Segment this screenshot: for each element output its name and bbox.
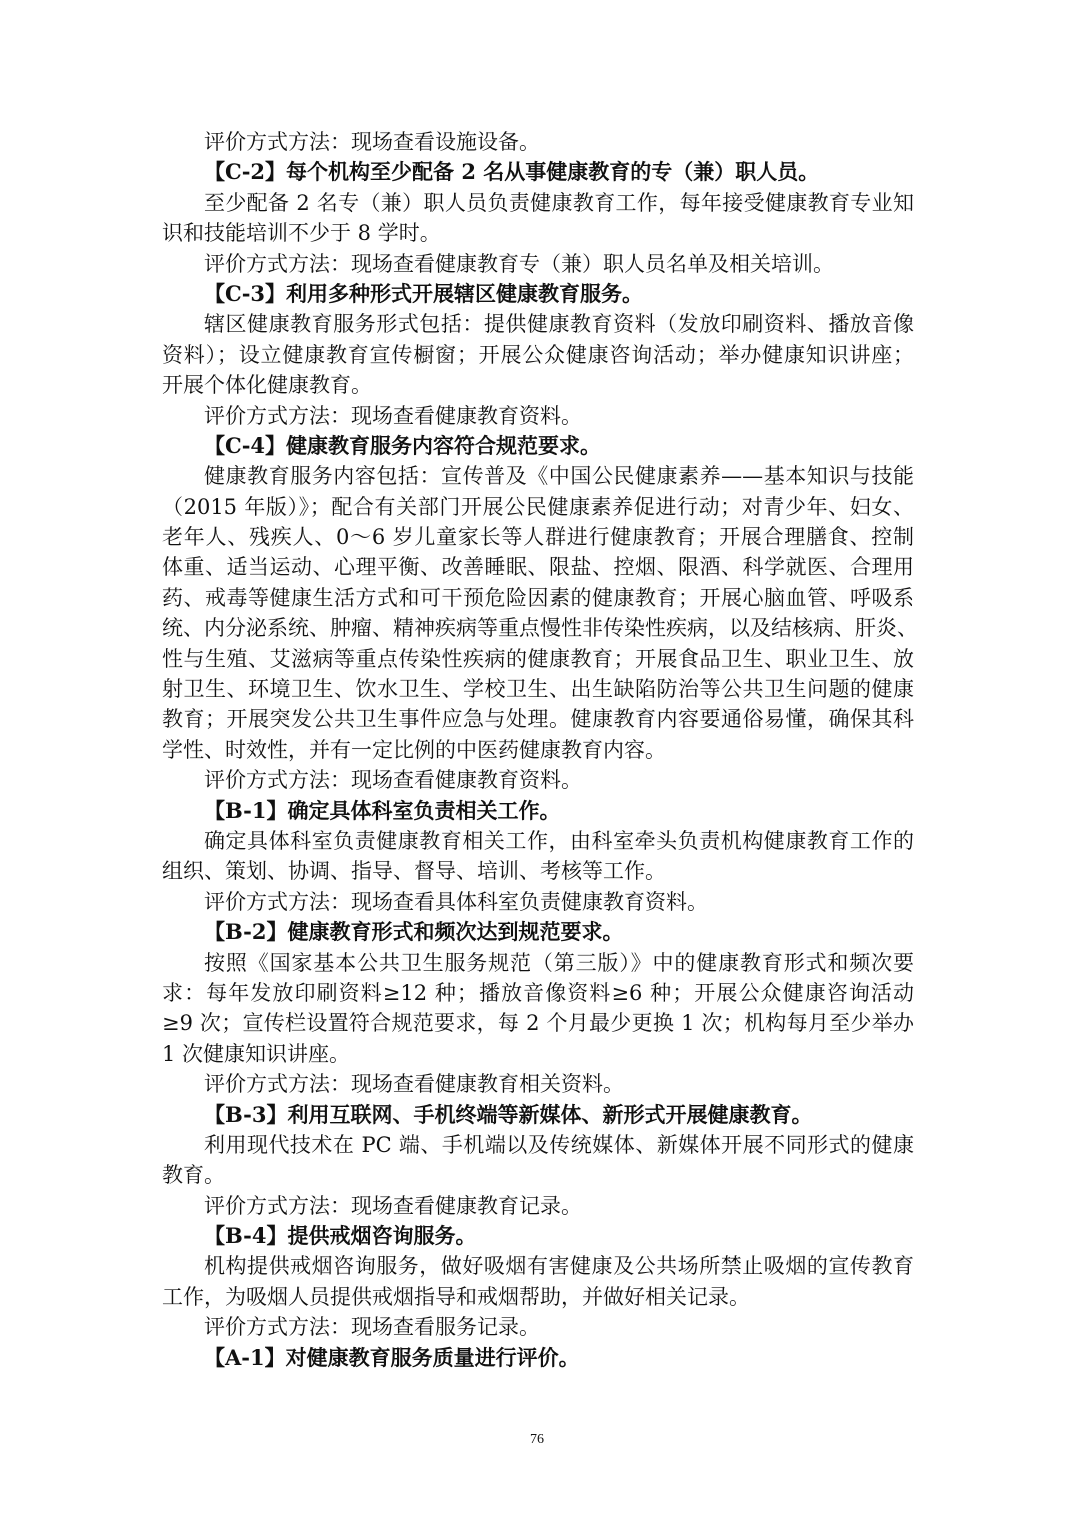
- body-text-line: 组织、策划、协调、指导、督导、培训、考核等工作。: [162, 859, 666, 884]
- section-heading: 【C-4】健康教育服务内容符合规范要求。: [204, 432, 602, 458]
- section-heading: 【B-2】健康教育形式和频次达到规范要求。: [204, 919, 624, 945]
- body-text-line: 识和技能培训不少于 8 学时。: [162, 221, 441, 246]
- body-text-line: 性与生殖、艾滋病等重点传染性疾病的健康教育；开展食品卫生、职业卫生、放: [162, 646, 914, 671]
- section-heading: 【C-2】每个机构至少配备 2 名从事健康教育的专（兼）职人员。: [204, 159, 820, 185]
- body-text-line: 教育；开展突发公共卫生事件应急与处理。健康教育内容要通俗易懂，确保其科: [162, 707, 914, 732]
- body-text-line: 确定具体科室负责健康教育相关工作，由科室牵头负责机构健康教育工作的: [204, 828, 914, 853]
- body-text-line: 评价方式方法：现场查看健康教育相关资料。: [204, 1072, 624, 1097]
- section-heading: 【B-3】利用互联网、手机终端等新媒体、新形式开展健康教育。: [204, 1101, 813, 1127]
- body-text-line: 利用现代技术在 PC 端、手机端以及传统媒体、新媒体开展不同形式的健康: [204, 1132, 914, 1157]
- body-text-line: 按照《国家基本公共卫生服务规范（第三版）》中的健康教育形式和频次要: [204, 950, 914, 975]
- body-text-line: 求：每年发放印刷资料≥12 种；播放音像资料≥6 种；开展公众健康咨询活动: [162, 980, 914, 1005]
- section-heading: 【B-1】确定具体科室负责相关工作。: [204, 797, 561, 823]
- body-text-line: 辖区健康教育服务形式包括：提供健康教育资料（发放印刷资料、播放音像: [204, 312, 914, 337]
- body-text-line: 工作，为吸烟人员提供戒烟指导和戒烟帮助，并做好相关记录。: [162, 1284, 750, 1309]
- body-text-line: 射卫生、环境卫生、饮水卫生、学校卫生、出生缺陷防治等公共卫生问题的健康: [162, 677, 914, 702]
- body-text-line: 资料）；设立健康教育宣传橱窗；开展公众健康咨询活动；举办健康知识讲座；: [162, 342, 914, 367]
- page-number: 76: [530, 1432, 544, 1447]
- body-text-line: 评价方式方法：现场查看服务记录。: [204, 1315, 540, 1340]
- section-heading: 【C-3】利用多种形式开展辖区健康教育服务。: [204, 280, 644, 306]
- body-text-line: 药、戒毒等健康生活方式和可干预危险因素的健康教育；开展心脑血管、呼吸系: [162, 585, 914, 610]
- document-body: [162, 127, 918, 1373]
- body-text-line: 评价方式方法：现场查看健康教育资料。: [204, 403, 582, 428]
- section-heading: 【B-4】提供戒烟咨询服务。: [204, 1223, 477, 1249]
- body-text-line: 至少配备 2 名专（兼）职人员负责健康教育工作，每年接受健康教育专业知: [204, 190, 914, 215]
- body-text-line: 统、内分泌系统、肿瘤、精神疾病等重点慢性非传染性疾病，以及结核病、肝炎、: [162, 616, 918, 641]
- body-text-line: 评价方式方法：现场查看健康教育专（兼）职人员名单及相关培训。: [204, 251, 834, 276]
- body-text-line: 学性、时效性，并有一定比例的中医药健康教育内容。: [162, 737, 666, 762]
- body-text-line: 老年人、残疾人、0～6 岁儿童家长等人群进行健康教育；开展合理膳食、控制: [162, 525, 914, 550]
- body-text-line: 1 次健康知识讲座。: [162, 1041, 351, 1066]
- body-text-line: ≥9 次；宣传栏设置符合规范要求，每 2 个月最少更换 1 次；机构每月至少举办: [162, 1011, 914, 1036]
- body-text-line: 开展个体化健康教育。: [162, 373, 372, 398]
- body-text-line: 评价方式方法：现场查看具体科室负责健康教育资料。: [204, 889, 708, 914]
- body-text-line: 评价方式方法：现场查看健康教育资料。: [204, 768, 582, 793]
- body-text-line: 健康教育服务内容包括：宣传普及《中国公民健康素养——基本知识与技能: [204, 464, 914, 489]
- body-text-line: 教育。: [162, 1163, 225, 1188]
- section-heading: 【A-1】对健康教育服务质量进行评价。: [204, 1344, 580, 1370]
- body-text-line: 评价方式方法：现场查看设施设备。: [204, 130, 540, 154]
- body-text-line: 体重、适当运动、心理平衡、改善睡眠、限盐、控烟、限酒、科学就医、合理用: [162, 555, 914, 580]
- body-text-line: 评价方式方法：现场查看健康教育记录。: [204, 1193, 582, 1218]
- body-text-line: （2015 年版）》；配合有关部门开展公民健康素养促进行动；对青少年、妇女、: [162, 494, 914, 519]
- body-text-line: 机构提供戒烟咨询服务，做好吸烟有害健康及公共场所禁止吸烟的宣传教育: [204, 1254, 914, 1279]
